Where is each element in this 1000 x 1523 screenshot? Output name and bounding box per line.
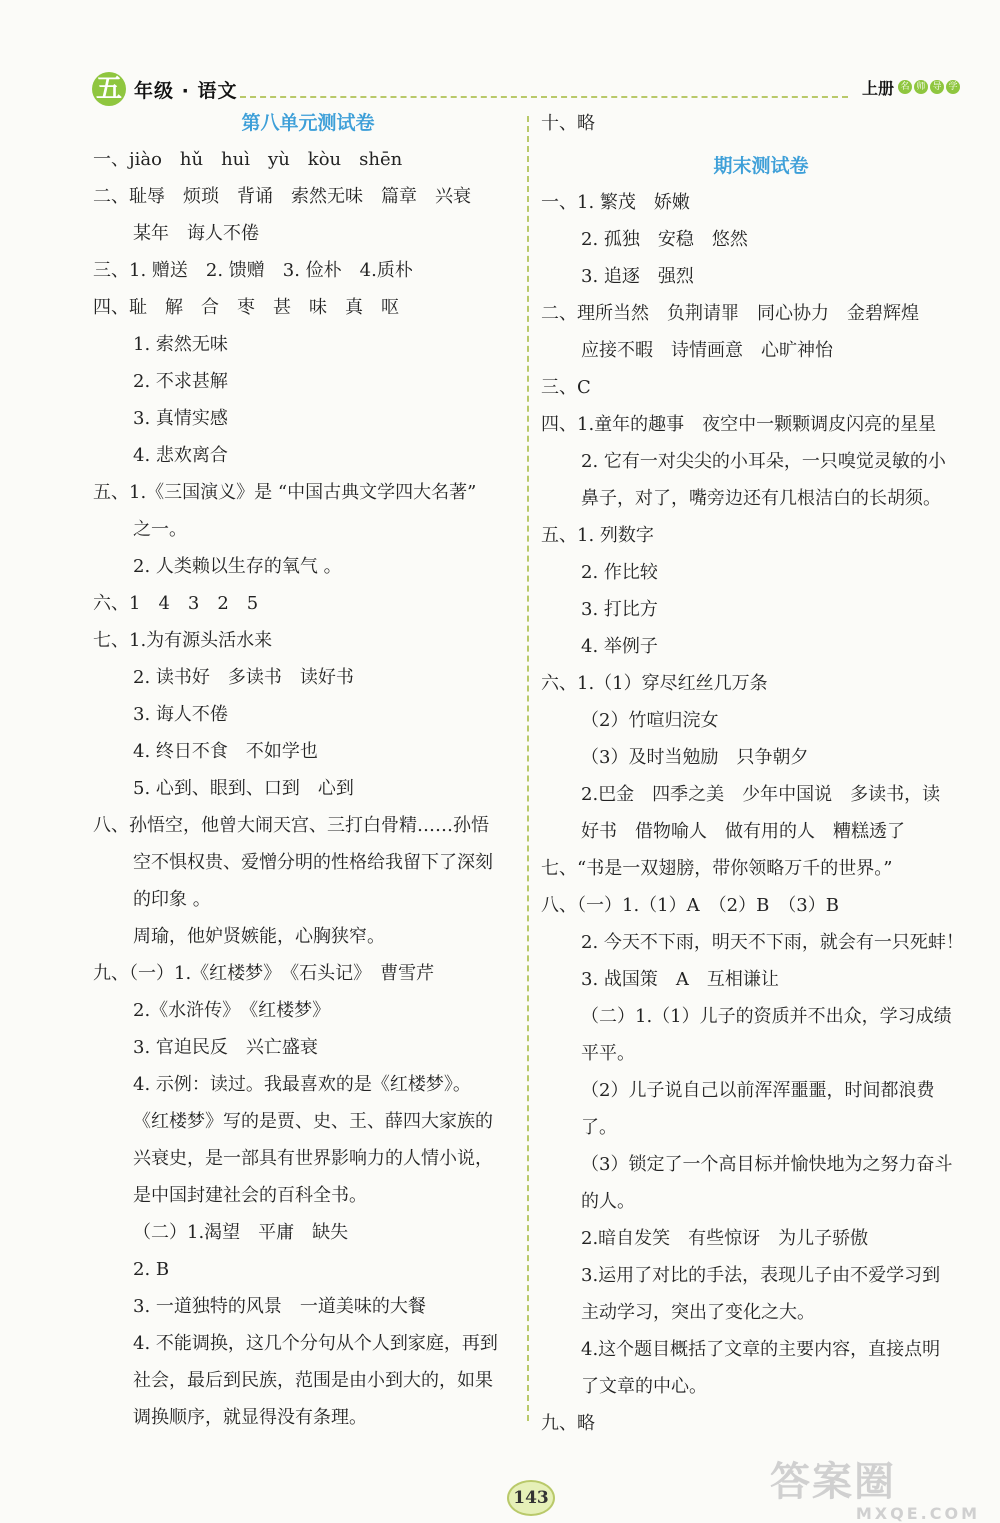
answer-line: 2. 孤独 安稳 悠然 — [581, 229, 748, 250]
answer-line: 调换顺序，就显得没有条理。 — [133, 1407, 367, 1428]
answer-line: （二）1.渴望 平庸 缺失 — [133, 1222, 349, 1243]
answer-line: 2. 人类赖以生存的氧气 。 — [133, 556, 342, 577]
answer-line: 空不惧权贵、爱憎分明的性格给我留下了深刻 — [133, 852, 493, 873]
answer-line: 3. 真情实感 — [133, 408, 228, 429]
answer-line: 2.巴金 四季之美 少年中国说 多读书，读 — [581, 784, 941, 805]
answer-line: 3.运用了对比的手法，表现儿子由不爱学习到 — [581, 1265, 941, 1286]
answer-line: 一、jiào hǔ huì yù kòu shēn — [93, 149, 403, 170]
answer-line: 六、1.（1）穿尽红丝几万条 — [541, 673, 768, 694]
answer-line: 社会，最后到民族，范围是由小到大的，如果 — [133, 1370, 493, 1391]
grade-subject-label: 年级 · 语文 — [134, 80, 238, 102]
watermark — [770, 1459, 990, 1523]
answer-line: 2. 作比较 — [581, 562, 658, 583]
answer-line: 1. 索然无味 — [133, 334, 228, 355]
answer-line: 是中国封建社会的百科全书。 — [133, 1185, 367, 1206]
watermark-url: MXQE.COM — [855, 1504, 980, 1523]
answer-line: 二、理所当然 负荆请罪 同心协力 金碧辉煌 — [541, 303, 919, 324]
answer-line: 3. 官迫民反 兴亡盛衰 — [133, 1037, 318, 1058]
answer-line: 3. 诲人不倦 — [133, 704, 228, 725]
page-header — [0, 0, 1000, 110]
answer-line: 2. 它有一对尖尖的小耳朵，一只嗅觉灵敏的小 — [581, 451, 946, 472]
answer-line: 了。 — [581, 1117, 617, 1138]
series-badge: 导 — [930, 80, 944, 94]
answer-line: 鼻子，对了，嘴旁边还有几根洁白的长胡须。 — [581, 488, 941, 509]
answer-line: 八、孙悟空，他曾大闹天宫、三打白骨精……孙悟 — [93, 815, 489, 836]
answer-line: （3）及时当勉励 只争朝夕 — [581, 747, 809, 768]
answer-line: 九、（一）1.《红楼梦》 《石头记》 曹雪芹 — [93, 963, 435, 984]
answer-line: 3. 一道独特的风景 一道美味的大餐 — [133, 1296, 426, 1317]
grade-badge: 五 — [92, 72, 126, 106]
answer-line: 4. 终日不食 不如学也 — [133, 741, 318, 762]
right-column — [541, 105, 981, 1442]
answer-line: 3. 打比方 — [581, 599, 658, 620]
answer-line: 了文章的中心。 — [581, 1376, 707, 1397]
series-badge: 师 — [914, 80, 928, 94]
answer-line: 2. 不求甚解 — [133, 371, 228, 392]
answer-line: 4. 悲欢离合 — [133, 445, 228, 466]
answer-line: 五、1. 列数字 — [541, 525, 654, 546]
volume-label: 上册 — [862, 79, 895, 98]
answer-line: 的印象 。 — [133, 889, 211, 910]
answer-line: 5. 心到、眼到、口到 心到 — [133, 778, 354, 799]
answer-line: （2）儿子说自己以前浑浑噩噩，时间都浪费 — [581, 1080, 935, 1101]
answer-line: 九、略 — [541, 1413, 595, 1434]
answer-line: 4.这个题目概括了文章的主要内容，直接点明 — [581, 1339, 941, 1360]
answer-line: 四、耻 解 合 枣 甚 味 真 呕 — [93, 297, 399, 318]
answer-line: 某年 诲人不倦 — [133, 223, 259, 244]
answer-line: 三、1. 赠送 2. 馈赠 3. 俭朴 4.质朴 — [93, 260, 413, 281]
answer-line: 五、1.《三国演义》是 “中国古典文学四大名著” — [93, 482, 477, 503]
series-badge: 学 — [946, 80, 960, 94]
series-badges — [898, 80, 960, 94]
answer-line: 平平。 — [581, 1043, 635, 1064]
header-divider — [240, 96, 848, 98]
answer-line: 之一。 — [133, 519, 187, 540]
answer-line: 2. 今天不下雨，明天不下雨，就会有一只死蚌！ — [581, 932, 964, 953]
column-divider — [527, 116, 529, 1421]
answer-line: 3. 追逐 强烈 — [581, 266, 694, 287]
answer-line: 一、1. 繁茂 娇嫩 — [541, 192, 690, 213]
answer-line: 2. B — [133, 1259, 170, 1280]
answer-line: （二）1.（1）儿子的资质并不出众，学习成绩 — [581, 1006, 952, 1027]
answer-line: 周瑜，他妒贤嫉能，心胸狭窄。 — [133, 926, 385, 947]
answer-line: 4. 不能调换，这几个分句从个人到家庭，再到 — [133, 1333, 498, 1354]
answer-line: 七、“书是一双翅膀，带你领略万千的世界。” — [541, 858, 893, 879]
section-title-final: 期末测试卷 — [713, 155, 809, 177]
answer-line: 2.暗自发笑 有些惊讶 为儿子骄傲 — [581, 1228, 869, 1249]
answer-line: 十、略 — [541, 113, 595, 134]
answer-line: 二、耻辱 烦琐 背诵 索然无味 篇章 兴衰 — [93, 186, 471, 207]
answer-line: 的人。 — [581, 1191, 635, 1212]
answer-line: （3）锁定了一个高目标并愉快地为之努力奋斗 — [581, 1154, 953, 1175]
answer-line: 4. 举例子 — [581, 636, 658, 657]
watermark-logo-text: 答案圈 — [770, 1459, 896, 1505]
page-number: 143 — [507, 1480, 555, 1516]
answer-line: 六、1 4 3 2 5 — [93, 593, 259, 614]
answer-line: （2）竹喧归浣女 — [581, 710, 719, 731]
answer-line: 主动学习，突出了变化之大。 — [581, 1302, 815, 1323]
answer-line: 《红楼梦》写的是贾、史、王、薛四大家族的 — [133, 1111, 493, 1132]
answer-line: 2.《水浒传》 《红楼梦》 — [133, 1000, 331, 1021]
answer-line: 七、1.为有源头活水来 — [93, 630, 273, 651]
answer-line: 四、1.童年的趣事 夜空中一颗颗调皮闪亮的星星 — [541, 414, 937, 435]
answer-line: 4. 示例：读过。我最喜欢的是《红楼梦》。 — [133, 1074, 471, 1095]
answer-line: 兴衰史，是一部具有世界影响力的人情小说， — [133, 1148, 493, 1169]
answer-line: 应接不暇 诗情画意 心旷神怡 — [581, 340, 833, 361]
answer-line: 三、C — [541, 377, 591, 398]
answer-line: 3. 战国策 A 互相谦让 — [581, 969, 779, 990]
section-title-unit8: 第八单元测试卷 — [241, 112, 375, 134]
series-badge: 名 — [898, 80, 912, 94]
answer-line: 八、（一）1.（1）A （2）B （3）B — [541, 895, 839, 916]
answer-line: 2. 读书好 多读书 读好书 — [133, 667, 354, 688]
left-column — [93, 105, 523, 1436]
answer-line: 好书 借物喻人 做有用的人 糟糕透了 — [581, 821, 905, 842]
